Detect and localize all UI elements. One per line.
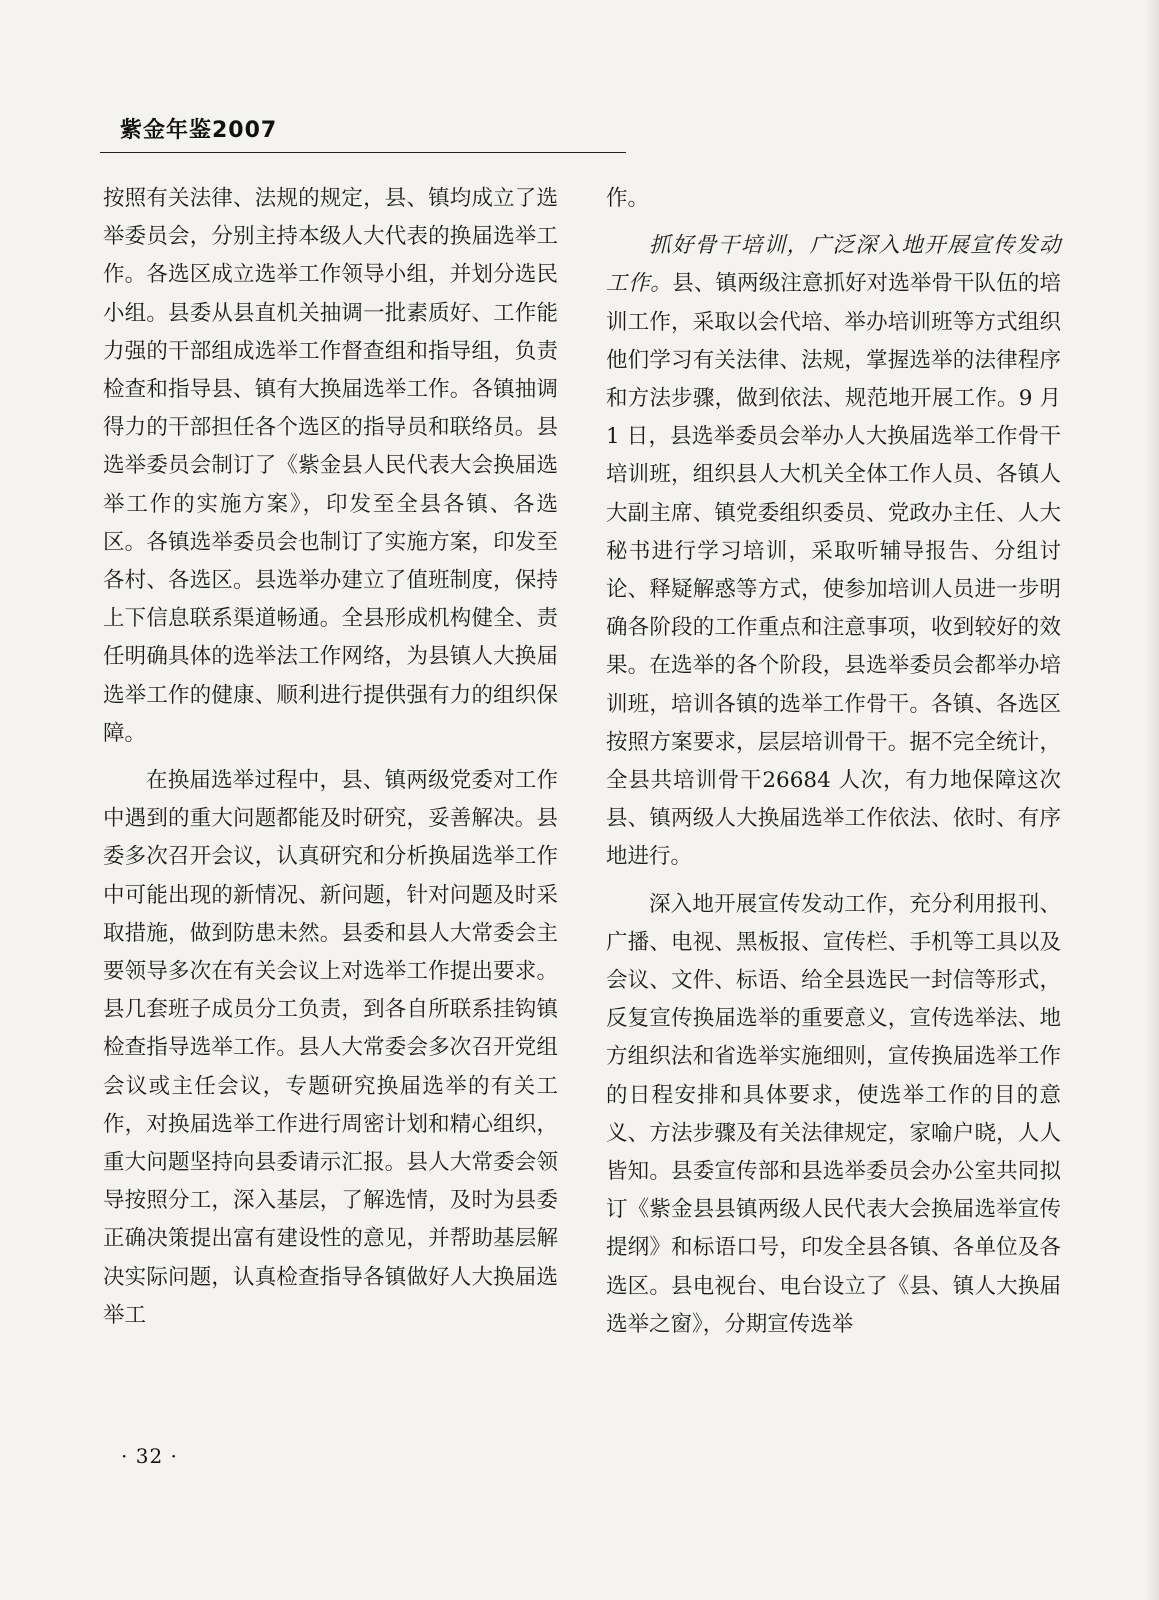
left-column (103, 180, 558, 1335)
paragraph-lead-heading: 抓好骨干培训，广泛深入地开展宣传发动工作。 (606, 233, 1061, 297)
header-rule (100, 152, 626, 153)
right-paragraph-continuation: 作。 (606, 186, 650, 211)
page-number: · 32 · (121, 1444, 178, 1468)
left-paragraph-2: 在换届选举过程中，县、镇两级党委对工作中遇到的重大问题都能及时研究，妥善解决。县委多次召开会议，认真研究和分析换届选举工作中可能出现的新情况、新问题，针对问题及时采取措施，做到防患未然。县委和县人大常委会主要领导多次在有关会议上对选举工作提出要求。县几套班子成员分工负责，到各自所联系挂钩镇检查指导选举工作。县人大常委会多次召开党组会议或主任会议，专题研究换届选举的有关工作，对换届选举工作进行周密计划和精心组织，重大问题坚持向县委请示汇报。县人大常委会领导按照分工，深入基层，了解选情，及时为县委正确决策提出富有建设性的意见，并帮助基层解决实际问题，认真检查指导各镇做好人大换届选举工 (103, 768, 558, 1328)
running-header-title: 紫金年鉴2007 (120, 118, 278, 143)
right-paragraph-1-body: 县、镇两级注意抓好对选举骨干队伍的培训工作，采取以会代培、举办培训班等方式组织他们学习有关法律、法规，掌握选举的法律程序和方法步骤，做到依法、规范地开展工作。9 月 1 日，县选举委员会举办人大换届选举工作骨干培训班，组织县人大机关全体工作人员、各镇人大副主席、镇党委组织委员、党政办主任、人大秘书进行学习培训，采取听辅导报告、分组讨论、释疑解惑等方式，使参加培训人员进一步明确各阶段的工作重点和注意事项，收到较好的效果。在选举的各个阶段，县选举委员会都举办培训班，培训各镇的选举工作骨干。各镇、各选区按照方案要求，层层培训骨干。据不完全统计，全县共培训骨干26684 人次，有力地保障这次县、镇两级人大换届选举工作依法、依时、有序地进行。 (606, 271, 1061, 870)
right-paragraph-2: 深入地开展宣传发动工作，充分利用报刊、广播、电视、黑板报、宣传栏、手机等工具以及会议、文件、标语、给全县选民一封信等形式，反复宣传换届选举的重要意义，宣传选举法、地方组织法和省选举实施细则，宣传换届选举工作的日程安排和具体要求，使选举工作的目的意义、方法步骤及有关法律规定，家喻户晓，人人皆知。县委宣传部和县选举委员会办公室共同拟订《紫金县县镇两级人民代表大会换届选举宣传提纲》和标语口号，印发全县各镇、各单位及各选区。县电视台、电台设立了《县、镇人大换届选举之窗》，分期宣传选举 (606, 891, 1061, 1337)
left-paragraph-1: 按照有关法律、法规的规定，县、镇均成立了选举委员会，分别主持本级人大代表的换届选举工作。各选区成立选举工作领导小组，并划分选民小组。县委从县直机关抽调一批素质好、工作能力强的干部组成选举工作督查组和指导组，负责检查和指导县、镇有大换届选举工作。各镇抽调得力的干部担任各个选区的指导员和联络员。县选举委员会制订了《紫金县人民代表大会换届选举工作的实施方案》，印发至全县各镇、各选区。各镇选举委员会也制订了实施方案，印发至各村、各选区。县选举办建立了值班制度，保持上下信息联系渠道畅通。全县形成机构健全、责任明确具体的选举法工作网络，为县镇人大换届选举工作的健康、顺利进行提供强有力的组织保障。 (103, 186, 558, 746)
right-paragraph-1 (606, 227, 1061, 876)
scan-edge-shadow (1145, 0, 1159, 1600)
right-column (606, 180, 1061, 1344)
